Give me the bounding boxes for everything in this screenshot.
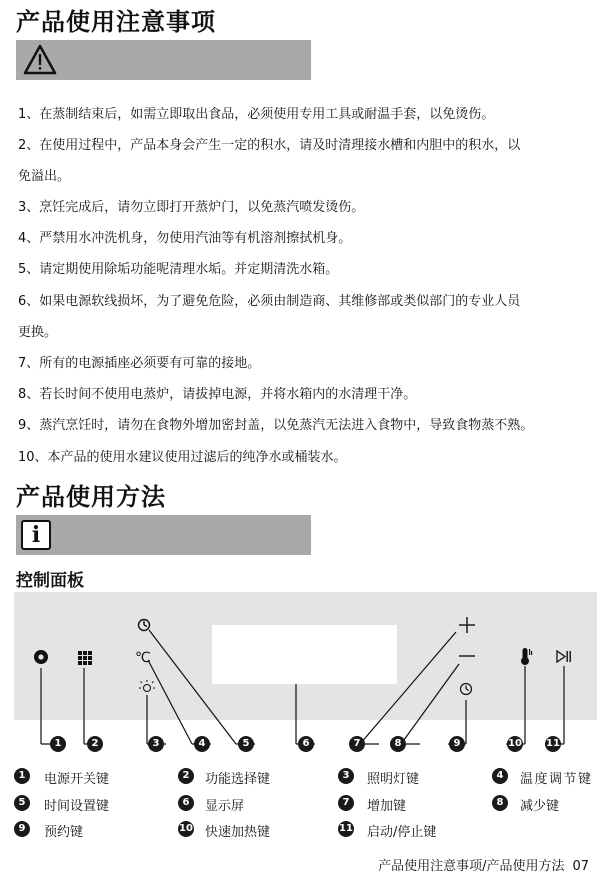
legend-label: 启动/停止键 bbox=[367, 825, 437, 840]
precaution-item: 10、本产品的使用水建议使用过滤后的纯净水或桶装水。 bbox=[18, 450, 347, 465]
page-number: 07 bbox=[572, 859, 589, 874]
legend-badge: 5 bbox=[14, 795, 30, 811]
precaution-item: 1、在蒸制结束后，如需立即取出食品，必须使用专用工具或耐温手套，以免烫伤。 bbox=[18, 107, 495, 122]
callout-badge: 9 bbox=[449, 736, 465, 752]
control-panel-title: 控制面板 bbox=[16, 571, 84, 591]
legend-label: 功能选择键 bbox=[205, 772, 271, 787]
leader-line bbox=[148, 660, 192, 744]
thermometer-icon bbox=[521, 648, 532, 665]
legend-badge: 3 bbox=[338, 768, 354, 784]
precaution-item: 免溢出。 bbox=[18, 169, 71, 184]
function-grid-icon bbox=[78, 651, 92, 665]
section-title-usage: 产品使用方法 bbox=[16, 483, 166, 511]
legend-badge: 2 bbox=[178, 768, 194, 784]
legend-label: 温度调节键 bbox=[520, 772, 593, 787]
precaution-item: 更换。 bbox=[18, 325, 58, 340]
callout-badge: 2 bbox=[87, 736, 103, 752]
info-icon: i bbox=[21, 520, 51, 550]
legend-badge: 9 bbox=[14, 821, 30, 837]
callout-badge: 4 bbox=[194, 736, 210, 752]
start-stop-icon bbox=[557, 651, 571, 662]
legend-badge: 6 bbox=[178, 795, 194, 811]
page-footer bbox=[370, 855, 589, 874]
precaution-item: 8、若长时间不使用电蒸炉，请拔掉电源，并将水箱内的水清理干净。 bbox=[18, 387, 417, 402]
legend-label: 显示屏 bbox=[205, 799, 245, 814]
power-icon bbox=[34, 650, 48, 664]
footer-text: 产品使用注意事项/产品使用方法 bbox=[378, 859, 565, 874]
plus-icon bbox=[459, 617, 475, 633]
legend-label: 时间设置键 bbox=[44, 799, 110, 814]
legend-label: 预约键 bbox=[44, 825, 84, 840]
legend-badge: 1 bbox=[14, 768, 30, 784]
clock-icon bbox=[461, 684, 472, 695]
legend-label: 增加键 bbox=[367, 799, 407, 814]
callout-badge: 10 bbox=[507, 736, 523, 752]
legend-label: 照明灯键 bbox=[367, 772, 420, 787]
leader-line bbox=[401, 664, 459, 744]
legend-label: 电源开关键 bbox=[44, 772, 110, 787]
callout-badge: 6 bbox=[298, 736, 314, 752]
legend-badge: 7 bbox=[338, 795, 354, 811]
legend-badge: 4 bbox=[492, 768, 508, 784]
legend-label: 快速加热键 bbox=[205, 825, 271, 840]
legend-badge: 10 bbox=[178, 821, 194, 837]
precaution-item: 4、严禁用水冲洗机身，勿使用汽油等有机溶剂擦拭机身。 bbox=[18, 231, 352, 246]
light-icon bbox=[139, 680, 155, 692]
precaution-item: 7、所有的电源插座必须要有可靠的接地。 bbox=[18, 356, 261, 371]
callout-badge: 8 bbox=[390, 736, 406, 752]
legend-label: 减少键 bbox=[520, 799, 560, 814]
legend-badge: 8 bbox=[492, 795, 508, 811]
callout-badge: 3 bbox=[148, 736, 164, 752]
celsius-icon: ℃ bbox=[135, 650, 151, 666]
callout-badge: 5 bbox=[238, 736, 254, 752]
precaution-item: 6、如果电源软线损坏，为了避免危险，必须由制造商、其维修部或类似部门的专业人员 bbox=[18, 294, 521, 309]
precaution-item: 2、在使用过程中，产品本身会产生一定的积水，请及时清理接水槽和内胆中的积水，以 bbox=[18, 138, 521, 153]
timer-icon bbox=[139, 620, 150, 631]
precaution-item: 5、请定期使用除垢功能呢清理水垢。并定期清洗水箱。 bbox=[18, 262, 339, 277]
callout-badge: 7 bbox=[349, 736, 365, 752]
precaution-item: 9、蒸汽烹饪时，请勿在食物外增加密封盖，以免蒸汽无法进入食物中，导致食物蒸不熟。 bbox=[18, 418, 534, 433]
precaution-item: 3、烹饪完成后，请勿立即打开蒸炉门，以免蒸汽喷发烫伤。 bbox=[18, 200, 365, 215]
callout-badge: 1 bbox=[50, 736, 66, 752]
legend-badge: 11 bbox=[338, 821, 354, 837]
callout-badge: 11 bbox=[545, 736, 561, 752]
section-title-precautions: 产品使用注意事项 bbox=[16, 8, 216, 36]
